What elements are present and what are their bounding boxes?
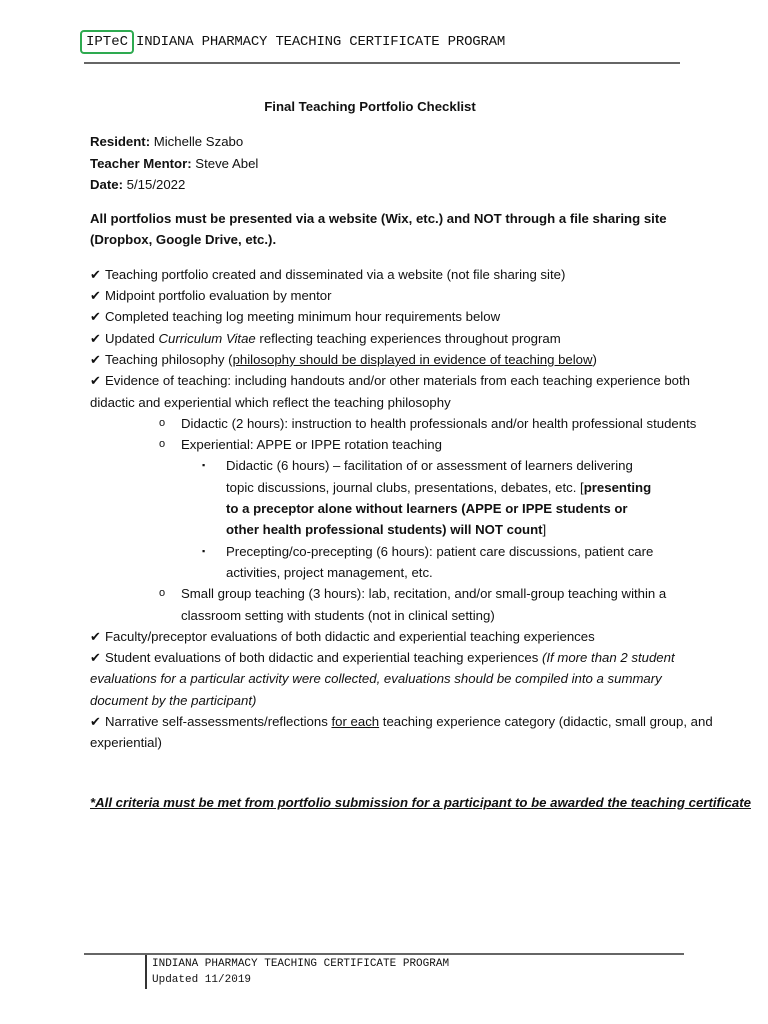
header-divider [84, 62, 680, 64]
checklist-item: ✔ Evidence of teaching: including handouts and/or other materials from each teaching experience both didactic and experiential which reflect the teaching philosophy [90, 370, 715, 413]
checklist-item: ✔ Midpoint portfolio evaluation by mentor [90, 285, 715, 306]
checklist-item: ✔ Teaching philosophy (philosophy should be displayed in evidence of teaching below) [90, 349, 715, 370]
resident-value: Michelle Szabo [153, 134, 244, 150]
page-header [80, 30, 505, 54]
sub-item: o Didactic (2 hours): instruction to health professionals and/or health professional students [90, 413, 715, 434]
program-title: INDIANA PHARMACY TEACHING CERTIFICATE PROGRAM [136, 34, 506, 50]
checkmark-icon: ✔ [90, 330, 102, 346]
circle-bullet-icon: o [159, 416, 166, 429]
mentor-value: Steve Abel [195, 155, 259, 171]
website-notice: All portfolios must be presented via a website (Wix, etc.) and NOT through a file sharing site (Dropbox, Google Drive, etc.). [90, 211, 667, 248]
iptec-logo: IPTeC [80, 30, 134, 54]
checkmark-icon: ✔ [90, 714, 102, 730]
checklist-item: ✔ Student evaluations of both didactic and experiential teaching experiences (If more than 2 student evaluations for a particular activity were collected, evaluations should be compiled into a summary document by the participant) [90, 647, 715, 711]
circle-bullet-icon: o [159, 438, 166, 451]
date-line [90, 174, 715, 195]
checkmark-icon: ✔ [90, 373, 102, 389]
checkmark-icon: ✔ [90, 309, 102, 325]
checklist-item: ✔ Narrative self-assessments/reflections for each teaching experience category (didactic, small group, and experiential) [90, 711, 715, 754]
square-bullet-icon: ▪ [202, 460, 206, 471]
page-footer [152, 956, 449, 988]
sub-sub-item: ▪ Precepting/co-precepting (6 hours): patient care discussions, patient care activities, project management, etc. [90, 541, 715, 584]
checklist-item: ✔ Completed teaching log meeting minimum hour requirements below [90, 306, 715, 327]
checklist-item: ✔ Faculty/preceptor evaluations of both didactic and experiential teaching experiences [90, 626, 715, 647]
checkmark-icon: ✔ [90, 266, 102, 282]
document-title: Final Teaching Portfolio Checklist [264, 99, 476, 114]
square-bullet-icon: ▪ [202, 545, 206, 556]
checklist-item: ✔ Updated Curriculum Vitae reflecting teaching experiences throughout program [90, 328, 715, 349]
checkmark-icon: ✔ [90, 351, 102, 367]
circle-bullet-icon: o [159, 587, 166, 600]
sub-sub-item: ▪ Didactic (6 hours) – facilitation of or assessment of learners delivering topic discussions, journal clubs, presentations, debates, etc. [presenting to a preceptor alone without learners (APPE or IPPE students or other health professional students) will NOT count] [90, 455, 715, 540]
document-body [90, 96, 751, 813]
resident-line [90, 131, 715, 152]
date-value: 5/15/2022 [126, 176, 186, 192]
footer-updated: Updated 11/2019 [152, 974, 252, 986]
checkmark-icon: ✔ [90, 288, 102, 304]
date-label: Date: [90, 176, 123, 192]
mentor-line [90, 153, 715, 174]
footer-vertical-divider [145, 955, 147, 989]
checkmark-icon: ✔ [90, 628, 102, 644]
footer-divider [84, 953, 684, 955]
checklist-item: ✔ Teaching portfolio created and disseminated via a website (not file sharing site) [90, 264, 715, 285]
checkmark-icon: ✔ [90, 650, 102, 666]
resident-label: Resident: [90, 134, 151, 150]
criteria-footnote: *All criteria must be met from portfolio submission for a participant to be awarded the teaching certificate [90, 794, 751, 810]
sub-item: o Experiential: APPE or IPPE rotation teaching [90, 434, 715, 455]
sub-item: o Small group teaching (3 hours): lab, recitation, and/or small-group teaching within a classroom setting with students (not in clinical setting) [90, 583, 715, 626]
mentor-label: Teacher Mentor: [90, 155, 192, 171]
footer-program: INDIANA PHARMACY TEACHING CERTIFICATE PROGRAM [152, 958, 450, 970]
